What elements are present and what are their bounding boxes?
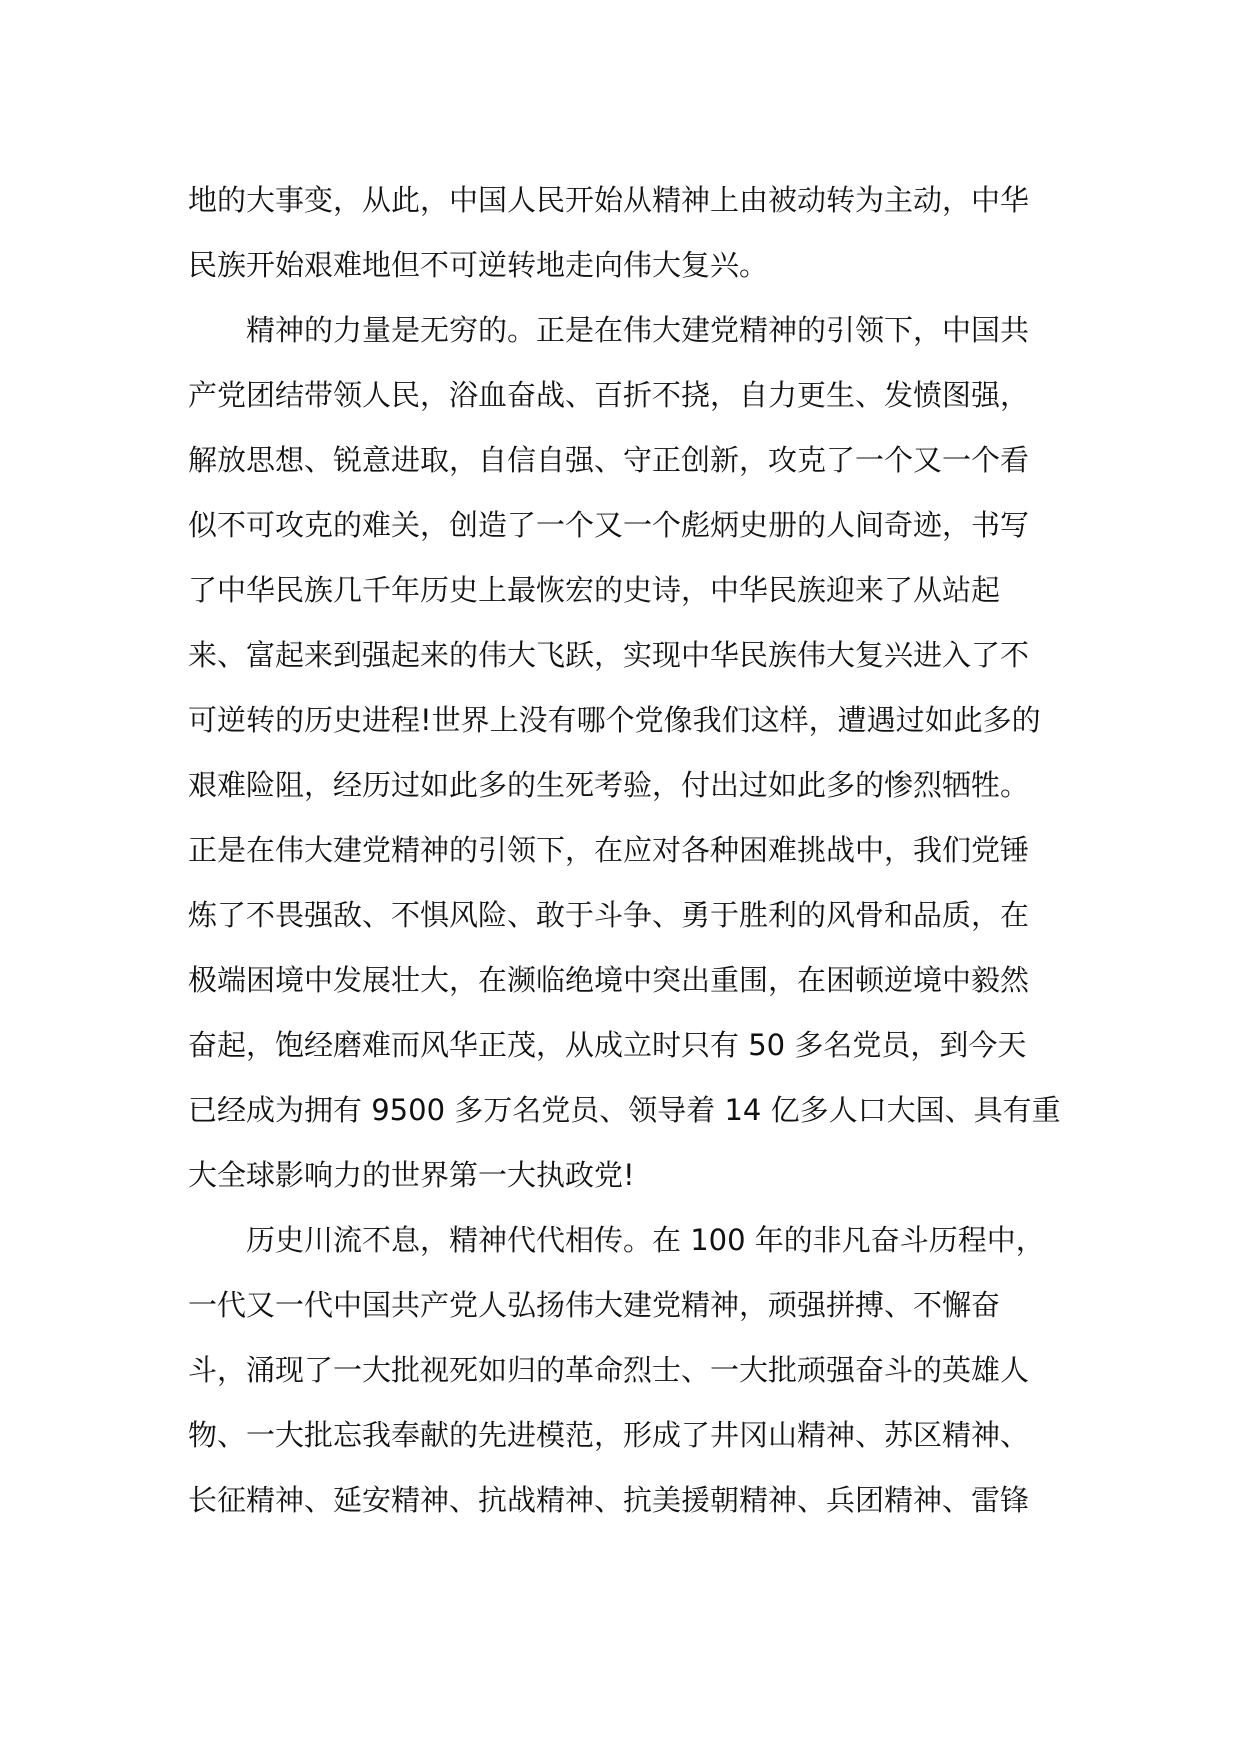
paragraph-first-line: 精神的力量是无穷的。正是在伟大建党精神的引领下，中国共 (246, 313, 1030, 347)
text-line: 大全球影响力的世界第一大执政党! (188, 1158, 635, 1192)
text-line: 炼了不畏强敌、不惧风险、敢于斗争、勇于胜利的风骨和品质，在 (188, 898, 1030, 932)
text-line: 艰难险阻，经历过如此多的生死考验，付出过如此多的惨烈牺牲。 (188, 768, 1030, 802)
text-line: 长征精神、延安精神、抗战精神、抗美援朝精神、兵团精神、雷锋 (188, 1483, 1030, 1517)
text-line: 物、一大批忘我奉献的先进模范，形成了井冈山精神、苏区精神、 (188, 1418, 1030, 1452)
body-text (188, 168, 1068, 1533)
text-line: 来、富起来到强起来的伟大飞跃，实现中华民族伟大复兴进入了不 (188, 638, 1030, 672)
text-line: 正是在伟大建党精神的引领下，在应对各种困难挑战中，我们党锤 (188, 833, 1030, 867)
text-line: 产党团结带领人民，浴血奋战、百折不挠，自力更生、发愤图强， (188, 378, 1030, 412)
text-line: 解放思想、锐意进取，自信自强、守正创新，攻克了一个又一个看 (188, 443, 1030, 477)
text-line: 地的大事变，从此，中国人民开始从精神上由被动转为主动，中华 (188, 183, 1030, 217)
text-line: 可逆转的历史进程!世界上没有哪个党像我们这样，遭遇过如此多的 (188, 703, 1041, 737)
text-line: 奋起，饱经磨难而风华正茂，从成立时只有 50 多名党员，到今天 (188, 1028, 1027, 1062)
text-line: 极端困境中发展壮大，在濒临绝境中突出重围，在困顿逆境中毅然 (188, 963, 1030, 997)
text-line: 已经成为拥有 9500 多万名党员、领导着 14 亿多人口大国、具有重 (188, 1093, 1061, 1127)
text-line: 了中华民族几千年历史上最恢宏的史诗，中华民族迎来了从站起 (188, 573, 1001, 607)
text-line: 斗，涌现了一大批视死如归的革命烈士、一大批顽强奋斗的英雄人 (188, 1353, 1030, 1387)
text-line: 一代又一代中国共产党人弘扬伟大建党精神，顽强拼搏、不懈奋 (188, 1288, 1001, 1322)
paragraph-first-line: 历史川流不息，精神代代相传。在 100 年的非凡奋斗历程中， (246, 1223, 1045, 1257)
text-line: 似不可攻克的难关，创造了一个又一个彪炳史册的人间奇迹，书写 (188, 508, 1030, 542)
text-line: 民族开始艰难地但不可逆转地走向伟大复兴。 (188, 248, 769, 282)
